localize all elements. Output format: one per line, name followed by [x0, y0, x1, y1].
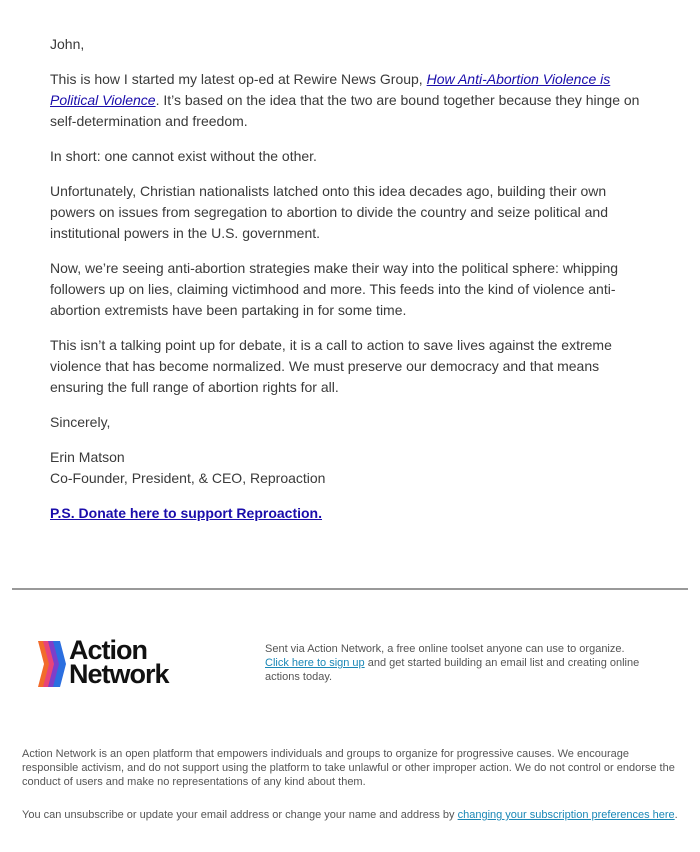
logo-wordmark	[69, 635, 169, 689]
signup-after-text: and get started building an email list and creating online actions today.	[265, 657, 640, 683]
unsubscribe-end: .	[674, 809, 678, 821]
op-ed-link[interactable]: How Anti-Abortion Violence is Political Violence	[50, 71, 611, 108]
sent-via-text: Sent via Action Network, a free online toolset anyone can use to organize.	[265, 643, 625, 655]
footer-divider	[12, 588, 688, 590]
logo-line-2: Network	[69, 659, 169, 689]
signer-name: Erin Matson	[50, 449, 125, 465]
sent-via-notice	[265, 642, 645, 684]
signer-title: Co-Founder, President, & CEO, Reproaction	[50, 470, 326, 486]
donate-link[interactable]: P.S. Donate here to support Reproaction.	[50, 505, 323, 521]
signup-link[interactable]: Click here to sign up	[265, 657, 365, 669]
paragraph-nationalists: Unfortunately, Christian nationalists latched onto this idea decades ago, building their own powers on issues from segregation to abortion to divide the country and seize political and institutional powers in the U.S. government.	[50, 183, 608, 241]
intro-text: This is how I started my latest op-ed at Rewire News Group,	[50, 71, 427, 87]
greeting: John,	[50, 36, 85, 52]
logo-chevrons-icon	[38, 641, 68, 687]
unsubscribe-notice	[22, 808, 692, 822]
paragraph-strategies: Now, we’re seeing anti-abortion strategies make their way into the political sphere: whipping followers up on lies, claiming victimhood and more. This feeds into the kind of violence anti-abortion extremists have been partaking in for some time.	[50, 260, 619, 318]
subscription-preferences-link[interactable]: changing your subscription preferences here	[457, 809, 675, 821]
signoff: Sincerely,	[50, 414, 111, 430]
platform-disclaimer: Action Network is an open platform that empowers individuals and groups to organize for progressive causes. We encourage responsible activism, and do not support using the platform to take unlawful or other improper action. We do not control or endorse the conduct of users and make no representations of any kind about them.	[22, 748, 675, 788]
paragraph-call-to-action: This isn’t a talking point up for debate, it is a call to action to save lives against the extreme violence that has become normalized. We must preserve our democracy and that means ensuring the full range of abortion rights for all.	[50, 337, 612, 395]
paragraph-short: In short: one cannot exist without the other.	[50, 148, 317, 164]
paragraph-intro	[50, 69, 650, 132]
intro-text-end: . It’s based on the idea that the two are bound together because they hinge on self-determination and freedom.	[50, 92, 640, 129]
unsubscribe-text: You can unsubscribe or update your email address or change your name and address by	[22, 809, 458, 821]
ps-paragraph	[50, 503, 322, 524]
logo-line-1: Action	[69, 635, 147, 665]
action-network-logo[interactable]	[38, 635, 198, 690]
